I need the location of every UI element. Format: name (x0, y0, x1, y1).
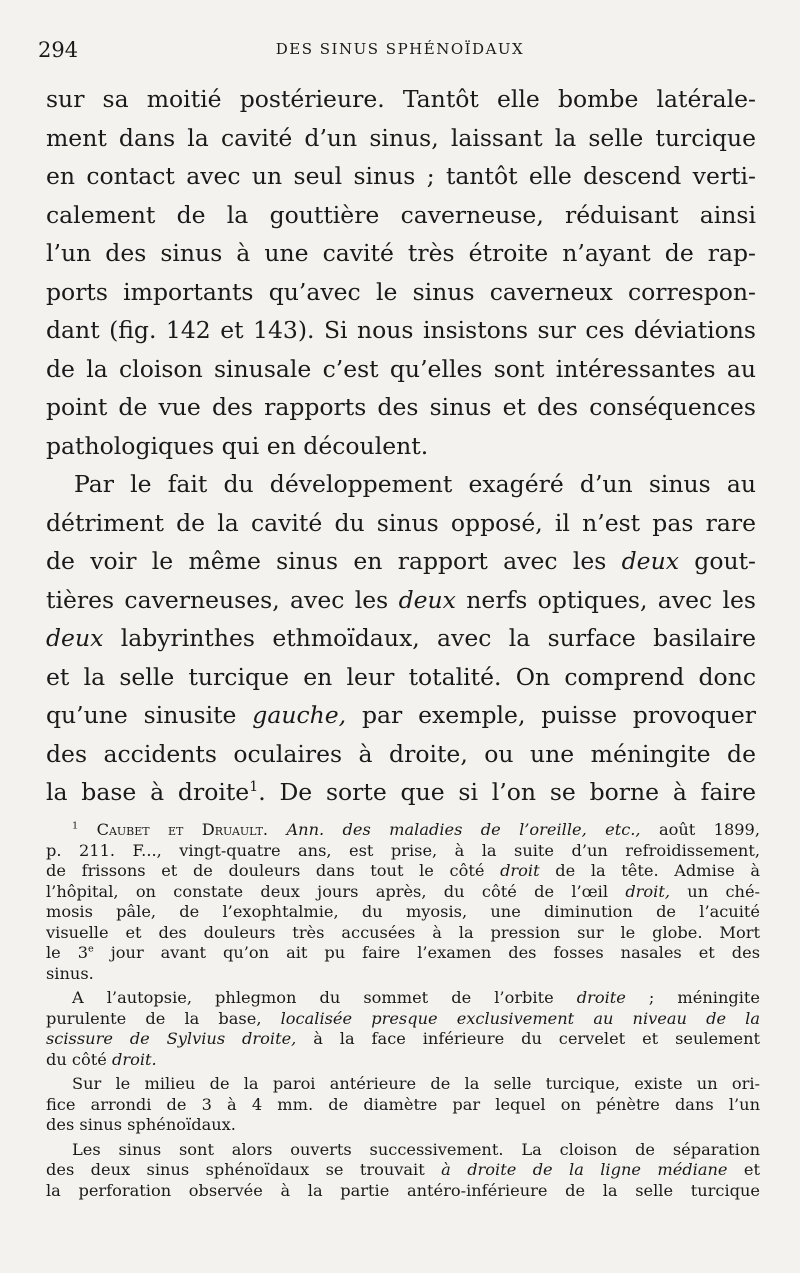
text-line: Par le fait du développement exagéré d’un sinus au (74, 470, 756, 498)
footnote-line (46, 861, 760, 882)
italic-span: droit. (111, 1049, 157, 1069)
footnote-reference: 1 (249, 779, 259, 796)
italic-span: à droite de la ligne médiane (441, 1160, 728, 1179)
text-span: l’hôpital, on constate deux jours après, du côté de l’œil (46, 881, 626, 901)
footnote-line (46, 943, 760, 964)
footnote-line (46, 1160, 760, 1181)
main-text (46, 80, 756, 812)
text-line: calement de la gouttière caverneuse, réduisant ainsi (46, 200, 756, 229)
page-header (38, 38, 762, 66)
italic-span: droit, (625, 881, 670, 901)
superscript: e (88, 943, 94, 955)
text-span: ; méningite (625, 988, 761, 1007)
text-span: la base à droite (46, 778, 250, 806)
text-span: et (727, 1160, 760, 1179)
footnote-marker: 1 (72, 820, 79, 832)
footnote-line: des sinus sphénoïdaux. (46, 1115, 236, 1134)
footnote-line: sinus. (46, 963, 94, 983)
footnote-line (46, 1029, 760, 1050)
italic-span: deux (46, 624, 104, 652)
text-line: point de vue des rapports des sinus et des conséquences (46, 393, 756, 421)
italic-span: scissure de Sylvius droite, (46, 1029, 297, 1048)
text-line: pathologiques qui en découlent. (46, 431, 429, 460)
footnote-line (46, 988, 760, 1009)
footnote-line: Sur le milieu de la paroi antérieure de la selle turcique, existe un ori- (72, 1074, 760, 1093)
text-span: tières caverneuses, avec les (46, 585, 399, 614)
text-line: ports importants qu’avec le sinus caverneux correspon- (46, 277, 756, 306)
text-span: le 3 (46, 943, 89, 962)
footnote-line: la perforation observée à la partie antéro-inférieure de la selle turcique (46, 1180, 760, 1200)
text-span: de frissons et de douleurs dans tout le côté (46, 861, 501, 880)
text-span: à la face inférieure du cervelet et seulement (296, 1029, 761, 1048)
text-line (46, 773, 756, 812)
footnote-journal: Ann. des maladies de l’oreille, etc., (286, 820, 641, 839)
text-span: nerfs optiques, avec les (455, 585, 756, 614)
footnote-line (46, 1050, 760, 1071)
text-span: . De sorte que si l’on se borne à faire (258, 778, 757, 806)
text-line: détriment de la cavité du sinus opposé, il n’est pas rare (46, 508, 756, 537)
footnote-line (46, 882, 760, 903)
text-line: dant (fig. 142 et 143). Si nous insistons sur ces déviations (46, 316, 756, 344)
text-span: un ché- (670, 881, 760, 901)
text-span: de la tête. Admise à (539, 861, 760, 880)
text-span: du côté (46, 1049, 112, 1069)
text-line: sur sa moitié postérieure. Tantôt elle bombe latérale- (46, 85, 756, 113)
footnotes (46, 820, 760, 1201)
text-line (46, 581, 756, 620)
text-span: jour avant qu’on ait pu faire l’examen des fosses nasales et des (93, 943, 761, 962)
italic-span: droit (500, 861, 540, 880)
footnote-line: Les sinus sont alors ouverts successivement. La cloison de séparation (72, 1139, 760, 1159)
italic-span: gauche, (252, 701, 347, 729)
text-line (46, 696, 756, 735)
footnote-line: fice arrondi de 3 à 4 mm. de diamètre par lequel on pénètre dans l’un (46, 1094, 760, 1114)
text-span: purulente de la base, (46, 1008, 281, 1028)
footnote-line: mosis pâle, de l’exophtalmie, du myosis, une diminution de l’acuité (46, 902, 760, 921)
text-line: ment dans la cavité d’un sinus, laissant la selle turcique (46, 123, 756, 152)
text-line: en contact avec un seul sinus ; tantôt elle descend verti- (46, 162, 756, 190)
italic-span: deux (398, 585, 456, 614)
text-line: des accidents oculaires à droite, ou une méningite de (46, 739, 756, 768)
italic-span: localisée presque exclusivement au niveau de la (280, 1008, 761, 1028)
text-span: gout- (678, 547, 756, 575)
italic-span: droite (576, 988, 626, 1007)
page-number: 294 (38, 38, 79, 62)
text-span: de voir le même sinus en rapport avec les (46, 547, 622, 575)
text-span: août 1899, (640, 820, 760, 839)
text-span: qu’une sinusite (46, 701, 253, 729)
running-title: DES SINUS SPHÉNOÏDAUX (275, 40, 525, 58)
footnote-line: p. 211. F..., vingt-quatre ans, est prise, à la suite d’un refroidissement, (46, 840, 760, 860)
text-span: des deux sinus sphénoïdaux se trouvait (46, 1160, 442, 1179)
footnote-author: Caubet et Druault. (96, 820, 269, 839)
text-line: l’un des sinus à une cavité très étroite n’ayant de rap- (46, 239, 756, 267)
text-span: A l’autopsie, phlegmon du sommet de l’orbite (72, 988, 577, 1007)
text-span: labyrinthes ethmoïdaux, avec la surface basilaire (103, 624, 756, 652)
text-line (46, 619, 756, 658)
text-line (46, 542, 756, 581)
text-line: et la selle turcique en leur totalité. On comprend donc (46, 662, 756, 691)
footnote-line (46, 1009, 760, 1030)
text-line: de la cloison sinusale c’est qu’elles sont intéressantes au (46, 354, 756, 383)
footnote-line: visuelle et des douleurs très accusées à la pression sur le globe. Mort (46, 922, 760, 942)
text-span: par exemple, puisse provoquer (346, 701, 756, 729)
italic-span: deux (621, 547, 679, 575)
footnote-line (46, 820, 760, 841)
